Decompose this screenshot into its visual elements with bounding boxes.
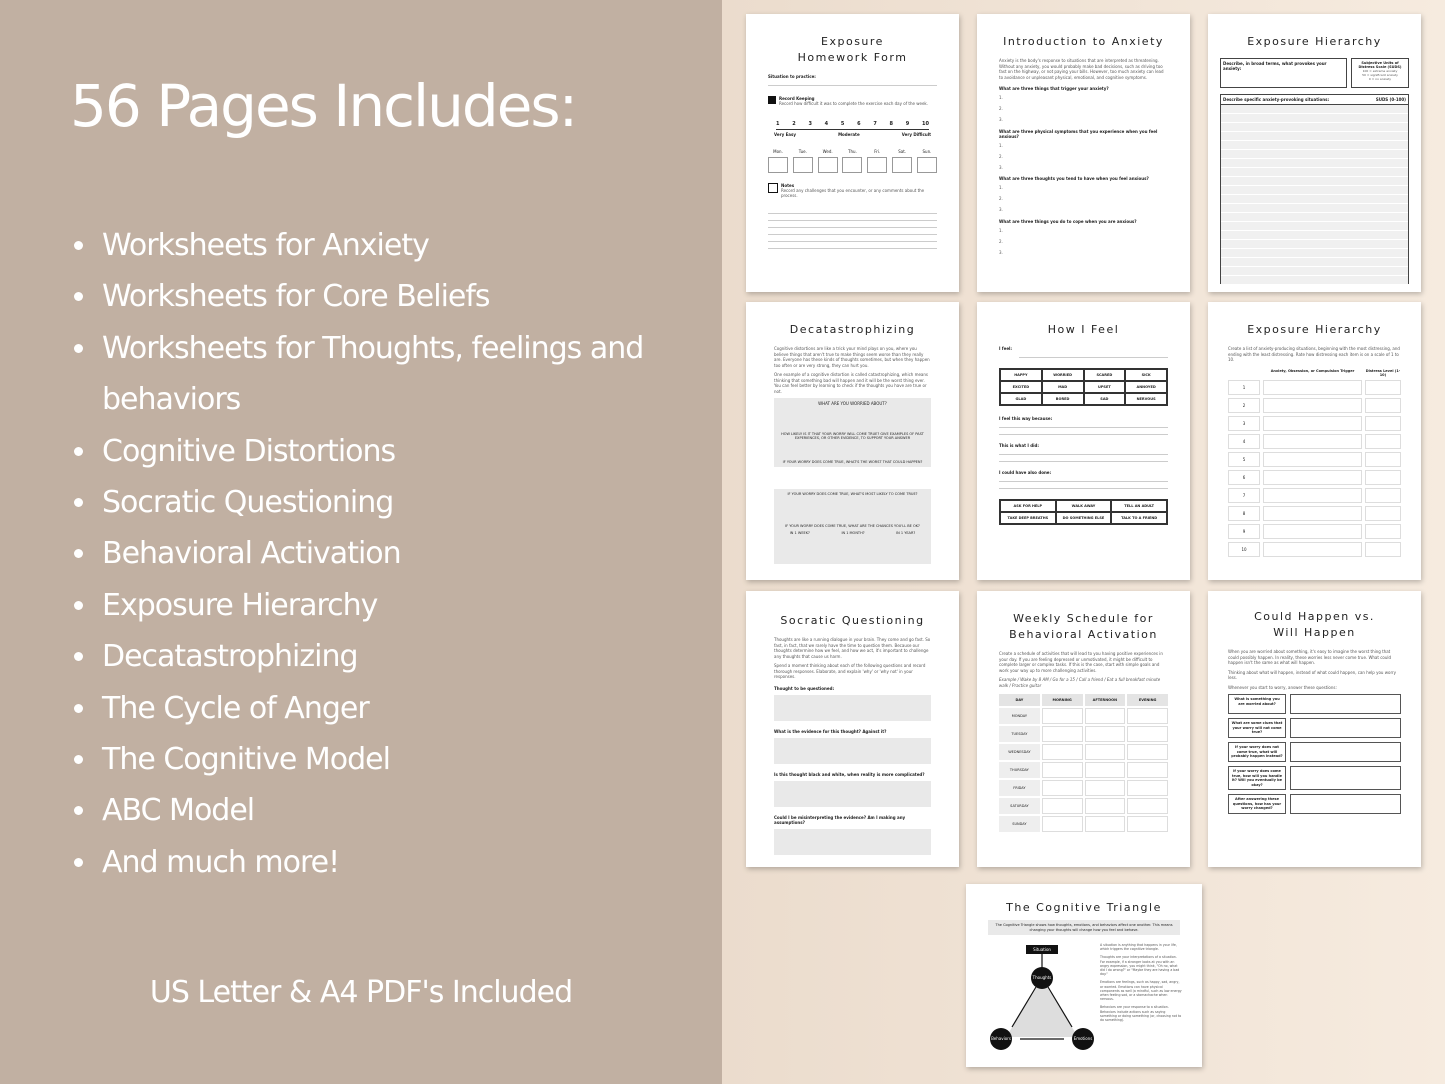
day-label: TUESDAY — [999, 726, 1040, 742]
emotions-text: Emotions are feelings, such as happy, sad, angry, or worried. Emotions can have physical components as well (a mindful, such as low energy when feeling sad, or a stomachache when nervous. — [1100, 980, 1182, 1002]
also-label: I could have also done: — [999, 470, 1052, 475]
bullet-icon — [74, 498, 83, 507]
answer-box[interactable] — [1290, 794, 1401, 814]
time-frames: IN 1 WEEK? IN 1 MONTH? IN 1 YEAR? — [789, 531, 916, 535]
table-row[interactable] — [1221, 114, 1408, 123]
feature-item — [72, 837, 692, 888]
table-row — [1228, 524, 1401, 539]
behaviors-node: Behaviors — [990, 1028, 1012, 1050]
table-row — [1228, 488, 1401, 503]
distress-cell[interactable] — [1365, 506, 1401, 521]
question-row — [1228, 694, 1401, 714]
day-labels — [768, 149, 937, 154]
question-4: Could I be misinterpreting the evidence? Am I making any assumptions? — [774, 814, 906, 825]
distress-cell[interactable] — [1365, 380, 1401, 395]
broad-terms-label: Describe, in broad terms, what provokes your anxiety: — [1223, 61, 1327, 71]
intro-text-1: When you are worried about something, it's easy to imagine the worst thing that could possibly happen. In reality, these worries less never come true. What could happen isn't the same as what will happen. — [1228, 649, 1392, 665]
day-label: Fri. — [874, 148, 881, 154]
page-intro-anxiety — [977, 14, 1190, 292]
record-heading: Record Keeping — [779, 96, 815, 101]
bullet-icon — [74, 292, 83, 301]
intro-text: Create a schedule of activities that will lead to you having positive experiences in your day. If you are feeling depressed or unmotivated, it might be difficult to complete larger or complex tasks. If this is the case, start with simple goals and work your way up to more challenging activities. — [999, 651, 1163, 673]
page-title: Exposure Hierarchy — [1247, 35, 1382, 48]
table-row — [1228, 470, 1401, 485]
table-row[interactable] — [1221, 240, 1408, 249]
action-option[interactable]: WALK AWAY — [1056, 500, 1112, 512]
scale-label: Very Easy — [774, 131, 796, 137]
feature-item — [72, 323, 692, 426]
emotion-grid — [999, 368, 1168, 406]
column-header: MORNING — [1042, 694, 1083, 706]
day-label: THURSDAY — [999, 762, 1040, 778]
feature-item — [72, 528, 692, 579]
trigger-cell[interactable] — [1263, 452, 1362, 467]
scale-number: 10 — [921, 120, 929, 127]
question-2: What is the evidence for this thought? Against it? — [774, 728, 887, 734]
table-row[interactable] — [1221, 258, 1408, 267]
question-5: IF YOUR WORRY DOES COME TRUE, WHAT ARE THE CHANCES YOU'LL BE OK? — [785, 524, 920, 528]
table-row — [1228, 398, 1401, 413]
day-label: WEDNESDAY — [999, 744, 1040, 760]
intro-text-3: Whenever you start to worry, answer these questions: — [1228, 684, 1337, 690]
did-label: This is what I did: — [999, 443, 1039, 448]
question-label: What are some clues that your worry will not come true? — [1228, 718, 1286, 738]
day-box[interactable] — [793, 157, 813, 173]
intro-text-2: One example of a cognitive distortion is called catastrophizing, which means thinking that something bad will happen and it will be the worst thing ever. You can feel better by learning to check if the thoughts you have are true or not. — [774, 372, 928, 394]
scale-number: 5 — [840, 120, 845, 127]
table-row[interactable] — [1221, 168, 1408, 177]
trigger-cell[interactable] — [1263, 470, 1362, 485]
table-row[interactable] — [1221, 267, 1408, 276]
schedule-cell[interactable] — [1042, 726, 1083, 742]
emotion-option[interactable]: GLAD — [1000, 393, 1042, 405]
suds-label: Subjective Units of Distress Scale (SUDS) — [1358, 61, 1402, 69]
feature-label: Worksheets for Thoughts, feelings and behaviors — [102, 330, 644, 418]
table-row[interactable] — [1221, 231, 1408, 240]
table-row — [1228, 434, 1401, 449]
thoughts-node: Thoughts — [1031, 967, 1053, 989]
scale-label: Moderate — [838, 131, 860, 137]
page-exposure-homework — [746, 14, 959, 292]
table-row[interactable] — [1221, 141, 1408, 150]
triangle-explanations — [1100, 943, 1182, 1026]
intro-text-2: Spend a moment thinking about each of the following questions and record thorough responses. Elaborate, and explain 'why' or 'why not' in your responses. — [774, 663, 926, 679]
bullet-icon — [74, 601, 83, 610]
answer-lines: 1. 2. 3. — [999, 227, 1003, 255]
schedule-cell[interactable] — [1042, 744, 1083, 760]
page-cognitive-triangle — [966, 884, 1202, 1067]
scale-labels — [768, 132, 937, 137]
situation-text: A situation is anything that happens in your life, which triggers the cognitive triangle. — [1100, 943, 1177, 952]
scale-number: 8 — [889, 120, 894, 127]
answer-lines: 1. 2. 3. — [999, 185, 1003, 212]
schedule-cell[interactable] — [1085, 798, 1126, 814]
day-box[interactable] — [768, 157, 788, 173]
intro-text: Create a list of anxiety-producing situations, beginning with the most distressing, and ending with the least distressing. Rate how distressing each item is on a scale of 1 to 10. — [1228, 346, 1400, 362]
table-row — [1228, 380, 1401, 395]
emotion-option[interactable]: SCARED — [1084, 369, 1126, 381]
feature-label: Behavioral Activation — [102, 536, 401, 572]
difficulty-scale — [768, 121, 937, 127]
row-number: 2 — [1228, 398, 1260, 413]
distress-cell[interactable] — [1365, 524, 1401, 539]
question-3: Is this thought black and white, when reality is more complicated? — [774, 771, 925, 777]
feature-label: Worksheets for Anxiety — [102, 228, 429, 263]
table-row[interactable] — [1221, 132, 1408, 141]
table-row — [1228, 452, 1401, 467]
day-box[interactable] — [917, 157, 937, 173]
format-note: US Letter & A4 PDF's Included — [149, 975, 573, 1010]
schedule-cell[interactable] — [1127, 798, 1168, 814]
table-header: Describe specific anxiety-provoking situations: — [1223, 97, 1330, 102]
day-label: FRIDAY — [999, 780, 1040, 796]
action-option[interactable]: ASK FOR HELP — [1000, 500, 1056, 512]
intro-text-1: Cognitive distortions are like a trick your mind plays on you, where you believe things that aren't true to make things seem worse than they really are. Everyone has these kinds of thoughts sometimes, but when they happen too often or are very strong, they can hurt you. — [774, 346, 930, 368]
column-header: AFTERNOON — [1085, 694, 1126, 706]
suds-scale: 100 = extreme anxiety 50 = significant anxiety 0 = no anxiety — [1362, 69, 1398, 81]
distress-cell[interactable] — [1365, 488, 1401, 503]
checkbox-icon — [768, 96, 776, 104]
feel-label: I feel: — [999, 346, 1013, 351]
table-row[interactable] — [1221, 213, 1408, 222]
table-row[interactable] — [1221, 105, 1408, 114]
bullet-icon — [74, 704, 83, 713]
table-row[interactable] — [1221, 204, 1408, 213]
page-title: Socratic Questioning — [780, 614, 925, 627]
action-grid — [999, 499, 1168, 525]
row-number: 6 — [1228, 470, 1260, 485]
row-number: 4 — [1228, 434, 1260, 449]
day-box[interactable] — [892, 157, 912, 173]
left-panel — [0, 0, 722, 1084]
hierarchy-rows — [1228, 380, 1401, 557]
notes-heading: Notes — [781, 182, 795, 188]
column-header: DAY — [999, 694, 1040, 706]
day-label: Tue. — [798, 148, 807, 154]
feature-label: Socratic Questioning — [102, 485, 394, 521]
scale-number: 1 — [776, 120, 780, 127]
question-2: What are three physical symptoms that you experience when you feel anxious? — [999, 128, 1158, 139]
question-1: What are three things that trigger your anxiety? — [999, 86, 1109, 91]
page-exposure-hierarchy-2 — [1208, 302, 1421, 580]
emotions-node: Emotions — [1072, 1028, 1094, 1050]
feature-list — [72, 220, 692, 888]
behaviors-text: Behaviors are your response to a situation. Behaviors include actions such as saying something or doing something (or, choosing not to do something). — [1100, 1005, 1182, 1023]
schedule-cell[interactable] — [1042, 816, 1083, 832]
table-row[interactable] — [1221, 159, 1408, 168]
page-title: How I Feel — [1047, 323, 1120, 336]
feature-item — [72, 220, 692, 271]
page-how-i-feel — [977, 302, 1190, 580]
bullet-icon — [74, 806, 83, 815]
scale-number: 7 — [873, 120, 877, 127]
answer-box[interactable] — [1290, 718, 1401, 738]
bullet-icon — [74, 755, 83, 764]
page-socratic-questioning — [746, 591, 959, 867]
table-row[interactable] — [1221, 186, 1408, 195]
page-title: Exposure Hierarchy — [1247, 323, 1382, 336]
schedule-cell[interactable] — [1042, 798, 1083, 814]
feature-item — [72, 426, 692, 477]
feature-label: Worksheets for Core Beliefs — [102, 279, 490, 315]
page-title: Weekly Schedule for Behavioral Activation — [1009, 612, 1158, 641]
action-option[interactable]: TELL AN ADULT — [1111, 500, 1167, 512]
intro-text: The Cognitive Triangle shows how thoughts, emotions, and behaviors affect one another. This means changing your thoughts will change how you feel and behave. — [988, 920, 1180, 935]
feature-item — [72, 631, 692, 682]
schedule-cell[interactable] — [1085, 816, 1126, 832]
emotion-option[interactable]: SAD — [1084, 393, 1126, 405]
page-exposure-hierarchy-1 — [1208, 14, 1421, 292]
bullet-icon — [74, 652, 83, 661]
bullet-icon — [74, 858, 83, 867]
day-label: Sat. — [898, 148, 907, 154]
bullet-icon — [74, 344, 83, 353]
schedule-cell[interactable] — [1127, 708, 1168, 724]
schedule-cell[interactable] — [1042, 780, 1083, 796]
emotion-option[interactable]: NERVOUS — [1125, 393, 1167, 405]
schedule-cell[interactable] — [1085, 726, 1126, 742]
thoughts-text: Thoughts are your interpretations of a situation. For example, if a stranger looks at you with an angry expression, you might think, "Oh no, what did I do wrong?" or "Maybe they are having a bad day." — [1100, 955, 1180, 977]
question-1: Thought to be questioned: — [774, 685, 835, 691]
table-row[interactable] — [1221, 123, 1408, 132]
question-3: IF YOUR WORRY DOES COME TRUE, WHAT'S THE WORST THAT COULD HAPPEN? — [782, 460, 923, 464]
trigger-cell[interactable] — [1263, 542, 1362, 557]
column-header: EVENING — [1127, 694, 1168, 706]
example-text: Example / Wake by 8 AM / Go for a 15 / Call a friend / Eat a full breakfast minute walk / Practice guitar — [999, 677, 1161, 688]
question-3: What are three thoughts you tend to have when you feel anxious? — [999, 176, 1149, 181]
day-label: Thu. — [848, 148, 857, 154]
bullet-icon — [74, 241, 83, 250]
question-rows — [1228, 694, 1401, 814]
question-label: If your worry does not come true, what will probably happen instead? — [1228, 742, 1286, 762]
scale-number: 6 — [857, 120, 861, 127]
page-weekly-schedule — [977, 591, 1190, 867]
situation-label: Situation to practice: — [768, 74, 816, 79]
day-label: SUNDAY — [999, 816, 1040, 832]
distress-cell[interactable] — [1365, 398, 1401, 413]
intro-text-1: Thoughts are like a running dialogue in your brain. They come and go fast. So fast, in fact, that we rarely have the time to question them. Because our thoughts determine how we feel, and how we act, it's important to challenge any thoughts that cause us harm. — [774, 637, 931, 659]
question-row — [1228, 766, 1401, 790]
feature-label: And much more! — [102, 844, 340, 880]
schedule-cell[interactable] — [1085, 744, 1126, 760]
feature-item — [72, 580, 692, 631]
record-text: Record how difficult it was to complete the exercise each day of the week. — [779, 101, 928, 106]
table-row[interactable] — [1221, 222, 1408, 231]
feature-item — [72, 683, 692, 734]
table-header-suds: SUDS (0-100) — [1375, 97, 1406, 102]
table-row[interactable] — [1221, 195, 1408, 204]
schedule-cell[interactable] — [1042, 762, 1083, 778]
col-distress: Distress Level (1-10) — [1365, 368, 1401, 377]
emotion-option[interactable]: MAD — [1042, 381, 1084, 393]
emotion-option[interactable]: BORED — [1042, 393, 1084, 405]
table-row — [1228, 506, 1401, 521]
schedule-cell[interactable] — [1127, 816, 1168, 832]
distress-cell[interactable] — [1365, 542, 1401, 557]
question-label: What is something you are worried about? — [1228, 694, 1286, 714]
worry-questions — [774, 398, 931, 564]
notes-icon — [768, 183, 778, 193]
col-trigger: Anxiety, Obsession, or Compulsion Trigger — [1270, 368, 1355, 373]
scale-number: 3 — [808, 120, 812, 127]
emotion-option[interactable]: WORRIED — [1042, 369, 1084, 381]
question-row — [1228, 742, 1401, 762]
day-label: Sun. — [922, 148, 932, 154]
schedule-grid — [999, 694, 1168, 832]
trigger-cell[interactable] — [1263, 434, 1362, 449]
row-number: 8 — [1228, 506, 1260, 521]
trigger-cell[interactable] — [1263, 524, 1362, 539]
answer-lines: 1. 2. 3. — [999, 95, 1003, 122]
feature-label: ABC Model — [102, 793, 255, 829]
table-row — [1228, 542, 1401, 557]
distress-cell[interactable] — [1365, 434, 1401, 449]
page-decatastrophizing — [746, 302, 959, 580]
scale-number: 4 — [824, 120, 829, 127]
emotion-option[interactable]: SICK — [1125, 369, 1167, 381]
schedule-cell[interactable] — [1127, 726, 1168, 742]
question-row — [1228, 794, 1401, 814]
trigger-cell[interactable] — [1263, 380, 1362, 395]
row-number: 5 — [1228, 452, 1260, 467]
trigger-cell[interactable] — [1263, 506, 1362, 521]
row-number: 3 — [1228, 416, 1260, 431]
feature-item — [72, 477, 692, 528]
table-row[interactable] — [1221, 276, 1408, 285]
emotion-option[interactable]: HAPPY — [1000, 369, 1042, 381]
action-option[interactable]: DO SOMETHING ELSE — [1056, 512, 1112, 524]
schedule-cell[interactable] — [1042, 708, 1083, 724]
bullet-icon — [74, 447, 83, 456]
bullet-icon — [74, 549, 83, 558]
action-option[interactable]: TAKE DEEP BREATHS — [1000, 512, 1056, 524]
page-could-vs-will — [1208, 591, 1421, 867]
situations-table — [1220, 94, 1409, 284]
notes-text: Record any challenges that you encounter, or any comments about the process. — [781, 187, 925, 198]
day-box[interactable] — [818, 157, 838, 173]
because-label: I feel this way because: — [999, 416, 1053, 421]
page-title: Introduction to Anxiety — [1003, 35, 1164, 48]
row-number: 7 — [1228, 488, 1260, 503]
distress-cell[interactable] — [1365, 452, 1401, 467]
question-1: WHAT ARE YOU WORRIED ABOUT? — [818, 401, 887, 406]
feature-label: The Cognitive Model — [102, 742, 390, 778]
answer-box[interactable] — [1290, 742, 1401, 762]
trigger-cell[interactable] — [1263, 416, 1362, 431]
table-row[interactable] — [1221, 249, 1408, 258]
scale-number: 2 — [792, 120, 796, 127]
question-label: After answering these questions, how has your worry changed? — [1228, 794, 1286, 814]
feature-item — [72, 734, 692, 785]
schedule-cell[interactable] — [1085, 708, 1126, 724]
question-4: IF YOUR WORRY DOES COME TRUE, WHAT'S MOST LIKELY TO COME TRUE? — [787, 492, 918, 496]
schedule-cell[interactable] — [1085, 780, 1126, 796]
feature-label: The Cycle of Anger — [102, 690, 369, 726]
table-row[interactable] — [1221, 150, 1408, 159]
intro-text-2: Thinking about what will happen, instead of what could happen, can help you worry less. — [1228, 669, 1397, 680]
page-title: Could Happen vs. Will Happen — [1254, 610, 1375, 639]
schedule-cell[interactable] — [1127, 780, 1168, 796]
page-title: Exposure Homework Form — [797, 35, 908, 64]
feature-item — [72, 271, 692, 322]
page-title: The Cognitive Triangle — [1006, 901, 1162, 914]
question-4: What are three things you do to cope when you are anxious? — [999, 218, 1137, 224]
distress-cell[interactable] — [1365, 470, 1401, 485]
page-title: Decatastrophizing — [789, 323, 916, 336]
question-2: HOW LIKELY IS IT THAT YOUR WORRY WILL COME TRUE? GIVE EXAMPLES OF PAST EXPERIENCES, OR OTHER EVIDENCE, TO SUPPORT YOUR ANSWER — [781, 432, 924, 440]
emotion-option[interactable]: UPSET — [1084, 381, 1126, 393]
answer-box[interactable] — [1290, 766, 1401, 790]
feature-label: Decatastrophizing — [102, 639, 358, 675]
day-label: MONDAY — [999, 708, 1040, 724]
day-box[interactable] — [842, 157, 862, 173]
day-label: Wed. — [822, 148, 833, 154]
answer-box[interactable] — [1290, 694, 1401, 714]
question-label: If your worry does come true, how will you handle it? Will you eventually be okay? — [1228, 766, 1286, 790]
row-number: 10 — [1228, 542, 1260, 557]
feature-label: Exposure Hierarchy — [102, 587, 378, 623]
emotion-option[interactable]: ANNOYED — [1125, 381, 1167, 393]
intro-text: Anxiety is the body's response to situations that are interpreted as threatening. Without any anxiety, you would probably make bad decisions, such as driving too fast on the highway, or not paying your bills. However, too much anxiety can lead to avoidance or unpleasant physical, emotional, and cognitive symptoms. — [999, 58, 1164, 80]
situation-node: Situation — [1026, 945, 1058, 954]
table-row — [1228, 416, 1401, 431]
day-boxes — [768, 157, 937, 173]
answer-lines: 1. 2. 3. — [999, 142, 1003, 170]
trigger-cell[interactable] — [1263, 488, 1362, 503]
question-row — [1228, 718, 1401, 738]
row-number: 1 — [1228, 380, 1260, 395]
table-row[interactable] — [1221, 177, 1408, 186]
page-count-heading: 56 Pages Includes: — [70, 72, 577, 140]
triangle-diagram — [988, 939, 1096, 1064]
feature-label: Cognitive Distortions — [102, 433, 396, 469]
action-option[interactable]: TALK TO A FRIEND — [1111, 512, 1167, 524]
day-box[interactable] — [867, 157, 887, 173]
schedule-cell[interactable] — [1127, 762, 1168, 778]
distress-cell[interactable] — [1365, 416, 1401, 431]
emotion-option[interactable]: EXCITED — [1000, 381, 1042, 393]
trigger-cell[interactable] — [1263, 398, 1362, 413]
schedule-cell[interactable] — [1127, 744, 1168, 760]
day-label: Mon. — [773, 148, 783, 154]
scale-number: 9 — [905, 120, 910, 127]
row-number: 9 — [1228, 524, 1260, 539]
day-label: SATURDAY — [999, 798, 1040, 814]
feature-item — [72, 785, 692, 836]
scale-label: Very Difficult — [901, 131, 931, 137]
schedule-cell[interactable] — [1085, 762, 1126, 778]
